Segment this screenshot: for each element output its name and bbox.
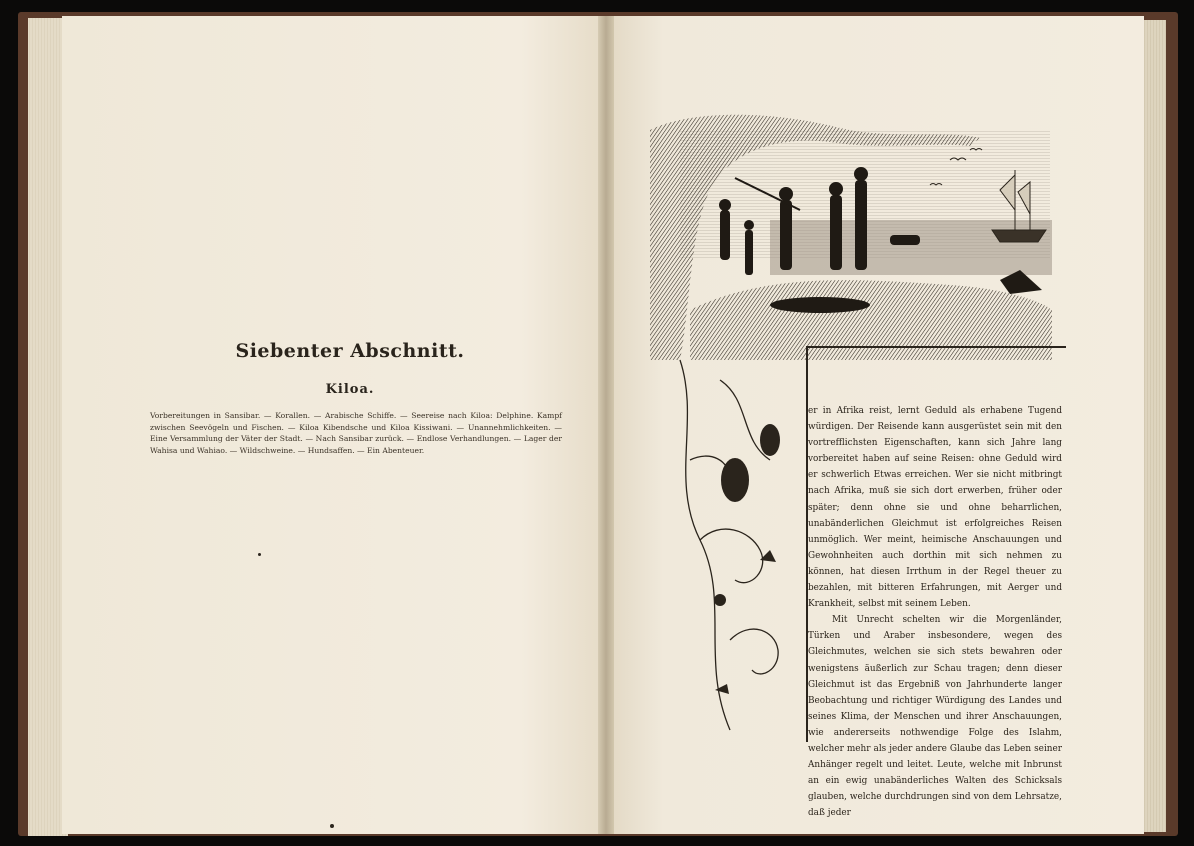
initial-frame-top-line bbox=[806, 346, 1066, 348]
body-paragraph-2: Mit Unrecht schelten wir die Morgenländer, Türken und Araber insbesondere, wegen des Gleichmutes, welchen sie sich stets bewahren oder wenigstens äußerlich zur Schau tragen; denn dieser Gleichmut ist das Ergebniß von Jahrhunderte langer Beobachtung und richtiger Würdigung des Landes und seines Klima, der Menschen und ihrer Anschauungen, wie andererseits nothwendige Folge des Islahm, welcher mehr als jeder andere Glaube das Leben seiner Anhänger regelt und leitet. Leute, welche mit Inbrunst an ein ewig unabänderliches Walten des Schicksals glauben, welche durchdrungen sind von dem Lehrsatze, daß jeder bbox=[808, 615, 1062, 819]
decorative-vine-border bbox=[660, 340, 810, 740]
chapter-title: Siebenter Abschnitt. bbox=[235, 340, 465, 362]
book-gutter bbox=[598, 16, 614, 834]
engraving-illustration bbox=[650, 110, 1052, 360]
chapter-subtitle: Kiloa. bbox=[325, 382, 375, 397]
body-paragraph-1: er in Afrika reist, lernt Geduld als erhabene Tugend würdigen. Der Reisende kann ausgerüstet sein mit den vortrefflichsten Eigenschaften, kann sich Jahre lang vorbereitet haben auf seine Reisen: ohne Geduld wird er schwerlich Etwas erreichen. Wer sie nicht mitbringt nach Afrika, muß sie sich dort erwerben, früher oder später; denn ohne sie und ohne beharrlichen, unabänderlichen Gleichmut ist erfolgreiches Reisen unmöglich. Wer meint, heimische Anschauungen und Gewohnheiten auch dorthin mit sich nehmen zu können, hat diesen Irrthum in der Regel theuer zu bezahlen, mit bitteren Erfahrungen, mit Aerger und Krankheit, selbst mit seinem Leben. bbox=[808, 406, 1062, 610]
body-text bbox=[808, 403, 1062, 821]
page-dot bbox=[330, 824, 334, 828]
page-dot bbox=[258, 553, 261, 556]
chapter-summary: Vorbereitungen in Sansibar. — Korallen. — Arabische Schiffe. — Seereise nach Kiloa: Delphine. Kampf zwischen Seevögeln und Fischen. — Kiloa Kibendsche und Kiloa Kissiwani. — Unannehmlichkeiten. — Eine Versammlung der Väter der Stadt. — Nach Sansibar zurück. — Endlose Verhandlungen. — Lager der Wahisa und Wahiao. — Wildschweine. — Hundsaffen. — Ein Abenteuer. bbox=[150, 411, 562, 455]
